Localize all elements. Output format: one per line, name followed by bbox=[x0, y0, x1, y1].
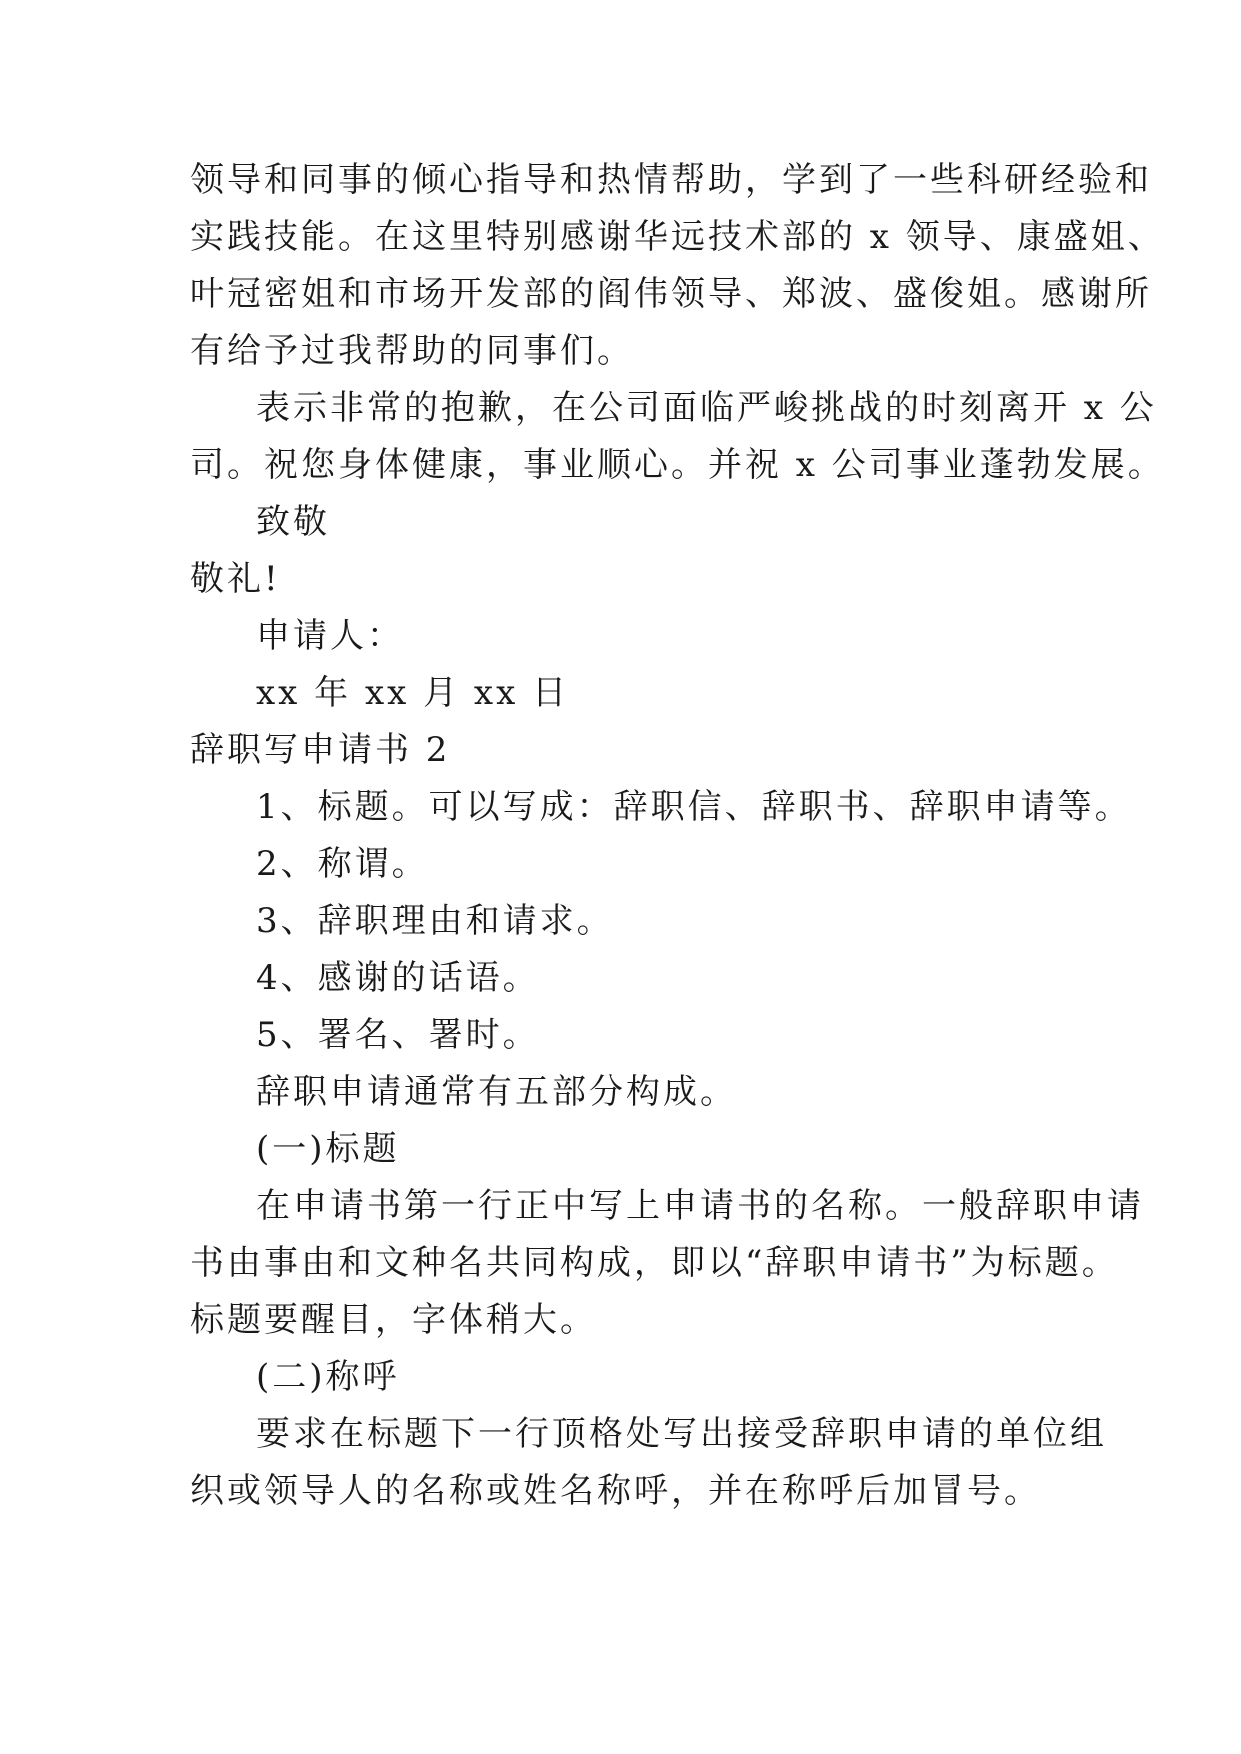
text-line: 书由事由和文种名共同构成，即以“辞职申请书”为标题。 bbox=[190, 1243, 1119, 1283]
closing-regards: 敬礼! bbox=[190, 559, 281, 599]
subsection-heading: (一)标题 bbox=[256, 1129, 400, 1169]
text-line: 有给予过我帮助的同事们。 bbox=[190, 331, 634, 371]
subsection-heading: (二)称呼 bbox=[256, 1357, 400, 1397]
text-line: 标题要醒目，字体稍大。 bbox=[190, 1300, 597, 1340]
text-line: 织或领导人的名称或姓名称呼，并在称呼后加冒号。 bbox=[190, 1471, 1041, 1511]
list-item: 5、署名、署时。 bbox=[256, 1015, 540, 1055]
paragraph-start: 要求在标题下一行顶格处写出接受辞职申请的单位组 bbox=[256, 1414, 1107, 1454]
date-line: xx 年 xx 月 xx 日 bbox=[256, 673, 570, 713]
paragraph-start: 表示非常的抱歉，在公司面临严峻挑战的时刻离开 x 公 bbox=[256, 388, 1157, 428]
text-line: 司。祝您身体健康，事业顺心。并祝 x 公司事业蓬勃发展。 bbox=[190, 445, 1165, 485]
list-item: 1、标题。可以写成：辞职信、辞职书、辞职申请等。 bbox=[256, 787, 1132, 827]
text-line: 实践技能。在这里特别感谢华远技术部的 x 领导、康盛姐、 bbox=[190, 217, 1165, 257]
paragraph-start: 在申请书第一行正中写上申请书的名称。一般辞职申请 bbox=[256, 1186, 1144, 1226]
text-line: 叶冠密姐和市场开发部的阎伟领导、郑波、盛俊姐。感谢所 bbox=[190, 274, 1152, 314]
paragraph-start: 辞职申请通常有五部分构成。 bbox=[256, 1072, 737, 1112]
section-heading: 辞职写申请书 2 bbox=[190, 730, 451, 770]
text-line: 领导和同事的倾心指导和热情帮助，学到了一些科研经验和 bbox=[190, 160, 1152, 200]
applicant-label: 申请人： bbox=[256, 616, 404, 656]
list-item: 3、辞职理由和请求。 bbox=[256, 901, 614, 941]
list-item: 4、感谢的话语。 bbox=[256, 958, 540, 998]
list-item: 2、称谓。 bbox=[256, 844, 429, 884]
closing-salutation: 致敬 bbox=[256, 502, 330, 542]
